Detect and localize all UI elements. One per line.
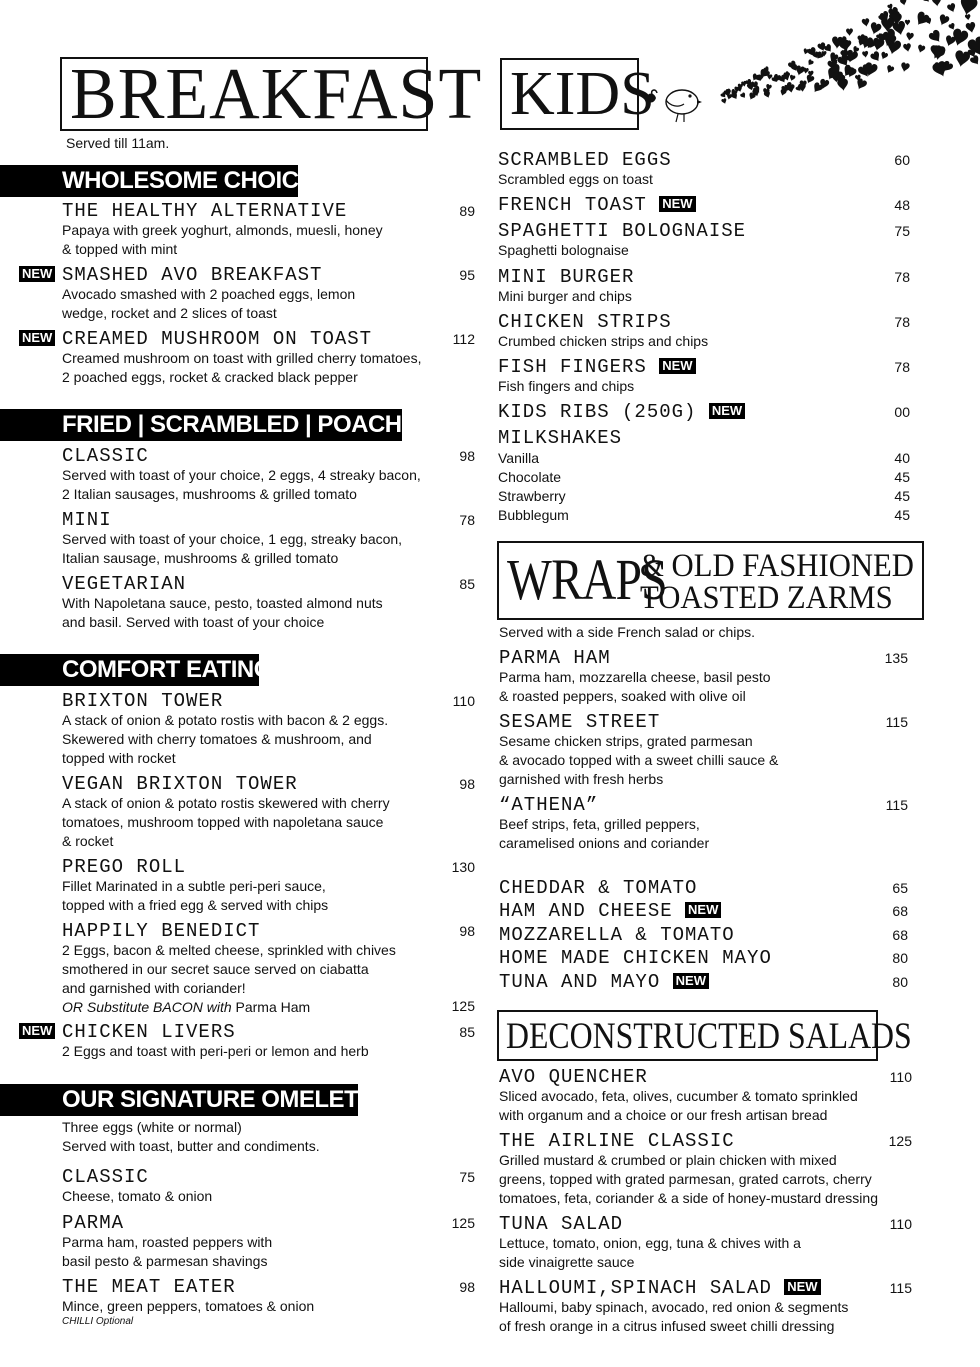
new-badge: NEW <box>784 1279 820 1295</box>
wraps-title-box <box>497 541 924 620</box>
heart-shape <box>903 43 912 53</box>
item-name: VEGETARIAN <box>62 573 187 595</box>
wraps-title-line2: TOASTED ZARMS <box>640 580 893 616</box>
item-price: 115 <box>885 714 908 730</box>
item-price: 75 <box>459 1169 475 1185</box>
heart-shape <box>905 32 914 41</box>
item-name: KIDS RIBS (250G) NEW <box>498 401 745 423</box>
milkshake-prices: 40 45 45 45 <box>894 450 910 523</box>
zarm-name: CHEDDAR & TOMATO <box>499 877 698 899</box>
item-name: THE MEAT EATER <box>62 1276 236 1298</box>
item-description: Served with toast of your choice, 1 egg, streaky bacon, Italian sausage, mushrooms & grilled tomato <box>62 531 403 566</box>
item-description: Parma ham, roasted peppers with basil pesto & parmesan shavings <box>62 1234 273 1269</box>
item-description: Mini burger and chips <box>498 288 632 304</box>
item-description: Creamed mushroom on toast with grilled cherry tomatoes, 2 poached eggs, rocket & cracked black pepper <box>62 350 422 385</box>
item-price: 00 <box>894 404 910 420</box>
item-price: 115 <box>889 1280 912 1296</box>
item-price: 98 <box>459 448 475 464</box>
zarm-price: 80 <box>892 950 908 966</box>
item-name: CHICKEN STRIPS <box>498 311 672 333</box>
heart-shape <box>806 59 814 67</box>
hearts-decoration-icon <box>690 0 980 110</box>
item-name: VEGAN BRIXTON TOWER <box>62 773 298 795</box>
item-name: PARMA HAM <box>499 647 611 669</box>
item-description: Grilled mustard & crumbed or plain chicken with mixed greens, topped with grated parmesan, grated carrots, cherry tomatoes, feta, coriander & a side of honey-mustard dressing <box>499 1152 878 1206</box>
wraps-note: Served with a side French salad or chips. <box>499 624 756 640</box>
item-description: 2 Eggs and toast with peri-peri or lemon and herb <box>62 1043 369 1059</box>
item-price: 85 <box>459 1024 475 1040</box>
new-badge: NEW <box>685 902 721 918</box>
item-description: With Napoletana sauce, pesto, toasted almond nuts and basil. Served with toast of your choice <box>62 595 383 630</box>
new-badge: NEW <box>659 358 695 374</box>
item-description: Served with toast of your choice, 2 eggs, 4 streaky bacon, 2 Italian sausages, mushrooms & grilled tomato <box>62 467 421 502</box>
item-price: 98 <box>459 923 475 939</box>
item-price: 112 <box>452 331 475 347</box>
section-comfort-eating: COMFORT EATING <box>0 654 259 686</box>
item-price: 75 <box>894 223 910 239</box>
item-description: Mince, green peppers, tomatoes & onion <box>62 1298 315 1314</box>
heart-shape <box>854 77 868 91</box>
zarm-price: 68 <box>892 903 908 919</box>
item-description: Fish fingers and chips <box>498 378 635 394</box>
item-name: MINI <box>62 509 112 531</box>
zarm-name: TUNA AND MAYO NEW <box>499 971 709 993</box>
item-name: CLASSIC <box>62 445 149 467</box>
item-name: SPAGHETTI BOLOGNAISE <box>498 220 747 242</box>
zarm-name: HOME MADE CHICKEN MAYO <box>499 947 772 969</box>
breakfast-title: BREAKFAST <box>70 54 483 135</box>
zarm-price: 65 <box>892 880 908 896</box>
section-signature-omelette: OUR SIGNATURE OMELETTE <box>0 1084 358 1116</box>
heart-shape <box>969 54 980 67</box>
heart-shape <box>946 2 957 13</box>
chilli-note: CHILLI Optional <box>62 1316 134 1327</box>
new-badge: NEW <box>673 973 709 989</box>
salads-title-box <box>497 1010 912 1061</box>
wraps-title-big: WRAPS <box>507 547 667 612</box>
heart-shape <box>965 14 971 21</box>
heart-shape <box>928 29 944 46</box>
item-price: 110 <box>889 1069 912 1085</box>
item-name: AVO QUENCHER <box>499 1066 648 1088</box>
section-fried-scrambled-poached: FRIED | SCRAMBLED | POACHED <box>0 409 402 441</box>
item-description: A stack of onion & potato rostis with bacon & 2 eggs. Skewered with cherry tomatoes & mushroom, and topped with rocket <box>62 712 389 766</box>
heart-shape <box>880 51 889 60</box>
item-name: HAPPILY BENEDICT <box>62 920 261 942</box>
item-name: THE AIRLINE CLASSIC <box>499 1130 735 1152</box>
item-price: 115 <box>885 797 908 813</box>
item-description: Beef strips, feta, grilled peppers, caramelised onions and coriander <box>499 816 710 851</box>
breakfast-title-box <box>60 54 483 135</box>
substitute-item: Parma Ham <box>231 999 311 1015</box>
kids-title: KIDS <box>510 60 655 128</box>
item-description: Fillet Marinated in a subtle peri-peri sauce, topped with a fried egg & served with chips <box>62 878 329 913</box>
breakfast-note: Served till 11am. <box>66 135 170 151</box>
milkshakes-name: MILKSHAKES <box>498 427 623 449</box>
heart-shape <box>913 10 931 28</box>
omelette-note: Three eggs (white or normal) Served with toast, butter and condiments. <box>62 1119 320 1154</box>
heart-shape <box>937 14 950 28</box>
item-name: CHICKEN LIVERS <box>62 1021 236 1043</box>
item-name: HALLOUMI,SPINACH SALAD NEW <box>499 1277 821 1299</box>
item-description: Lettuce, tomato, onion, egg, tuna & chives with a side vinaigrette sauce <box>499 1235 801 1270</box>
item-description: Cheese, tomato & onion <box>62 1188 213 1204</box>
zarm-price: 68 <box>892 927 908 943</box>
item-price: 95 <box>459 267 475 283</box>
item-name: TUNA SALAD <box>499 1213 624 1235</box>
item-name: FRENCH TOAST NEW <box>498 194 696 216</box>
item-name: “ATHENA” <box>499 794 599 816</box>
new-badge: NEW <box>659 196 695 212</box>
salads-title: DECONSTRUCTED SALADS <box>506 1016 912 1057</box>
item-price: 85 <box>459 576 475 592</box>
item-name: THE HEALTHY ALTERNATIVE <box>62 200 348 222</box>
item-name: SCRAMBLED EGGS <box>498 149 672 171</box>
heart-shape <box>837 79 849 92</box>
item-price: 130 <box>451 859 475 875</box>
heart-shape <box>861 18 870 28</box>
item-price: 60 <box>894 152 910 168</box>
zarm-name: MOZZARELLA & TOMATO <box>499 924 735 946</box>
heart-shape <box>869 50 882 63</box>
item-price: 78 <box>894 269 910 285</box>
item-name: FISH FINGERS NEW <box>498 356 696 378</box>
heart-shape <box>900 0 908 6</box>
heart-shape <box>862 51 869 59</box>
milkshake-flavours: Vanilla Chocolate Strawberry Bubblegum <box>498 450 569 523</box>
item-price: 48 <box>894 197 910 213</box>
item-description: Sesame chicken strips, grated parmesan & avocado topped with a sweet chilli sauce & garnished with fresh herbs <box>499 733 779 787</box>
heart-shape <box>885 64 895 74</box>
item-price: 89 <box>459 203 475 219</box>
item-name: SESAME STREET <box>499 711 661 733</box>
item-price: 125 <box>451 1215 475 1231</box>
heart-shape <box>932 0 942 7</box>
heart-shape <box>751 73 760 82</box>
zarm-price: 80 <box>892 974 908 990</box>
item-price: 98 <box>459 776 475 792</box>
item-name: PREGO ROLL <box>62 856 187 878</box>
substitute-note: OR Substitute BACON with <box>62 999 232 1015</box>
item-description: Papaya with greek yoghurt, almonds, muesli, honey & topped with mint <box>62 222 383 257</box>
heart-shape <box>740 92 747 100</box>
item-name: CREAMED MUSHROOM ON TOAST <box>62 328 373 350</box>
heart-shape <box>916 44 925 54</box>
heart-shape <box>721 98 728 105</box>
item-description: A stack of onion & potato rostis skewered with cherry tomatoes, mushroom topped with napoletana sauce & rocket <box>62 795 390 849</box>
item-price: 110 <box>452 693 475 709</box>
heart-shape <box>789 74 796 81</box>
item-description: Crumbed chicken strips and chips <box>498 333 709 349</box>
substitute-price: 125 <box>451 998 475 1014</box>
item-price: 78 <box>459 512 475 528</box>
item-price: 135 <box>884 650 908 666</box>
item-name: CLASSIC <box>62 1166 149 1188</box>
item-price: 78 <box>894 314 910 330</box>
item-description: Avocado smashed with 2 poached eggs, lemon wedge, rocket and 2 slices of toast <box>62 286 356 321</box>
item-name: PARMA <box>62 1212 125 1234</box>
wraps-title-line1: & OLD FASHIONED <box>640 548 914 584</box>
heart-shape <box>922 0 932 4</box>
item-price: 98 <box>459 1279 475 1295</box>
item-description: Halloumi, baby spinach, avocado, red onion & segments of fresh orange in a citrus infused sweet chilli dressing <box>499 1299 849 1334</box>
new-badge: NEW <box>709 403 745 419</box>
item-name: MINI BURGER <box>498 266 635 288</box>
item-description: Parma ham, mozzarella cheese, basil pesto & roasted peppers, soaked with olive oil <box>499 669 771 704</box>
item-name: BRIXTON TOWER <box>62 690 224 712</box>
item-description: Sliced avocado, feta, olives, cucumber & tomato sprinkled with organum and a choice or our fresh artisan bread <box>499 1088 858 1123</box>
item-price: 110 <box>889 1216 912 1232</box>
heart-shape <box>846 28 853 36</box>
new-badge: NEW <box>19 266 55 282</box>
new-badge: NEW <box>19 330 55 346</box>
heart-shape <box>905 20 910 26</box>
item-description: Spaghetti bolognaise <box>498 242 629 258</box>
item-name: SMASHED AVO BREAKFAST <box>62 264 323 286</box>
kids-title-box <box>500 58 655 130</box>
item-price: 78 <box>894 359 910 375</box>
item-description: 2 Eggs, bacon & melted cheese, sprinkled with chives smothered in our secret sauce served on ciabatta and garnished with coriander! OR Substitute BACON with Parma Ham <box>62 942 396 1015</box>
heart-shape <box>900 62 910 73</box>
item-description: Scrambled eggs on toast <box>498 171 653 187</box>
zarm-name: HAM AND CHEESE NEW <box>499 900 721 922</box>
item-price: 125 <box>888 1133 912 1149</box>
new-badge: NEW <box>19 1023 55 1039</box>
section-wholesome-choice: WHOLESOME CHOICE <box>0 165 298 197</box>
